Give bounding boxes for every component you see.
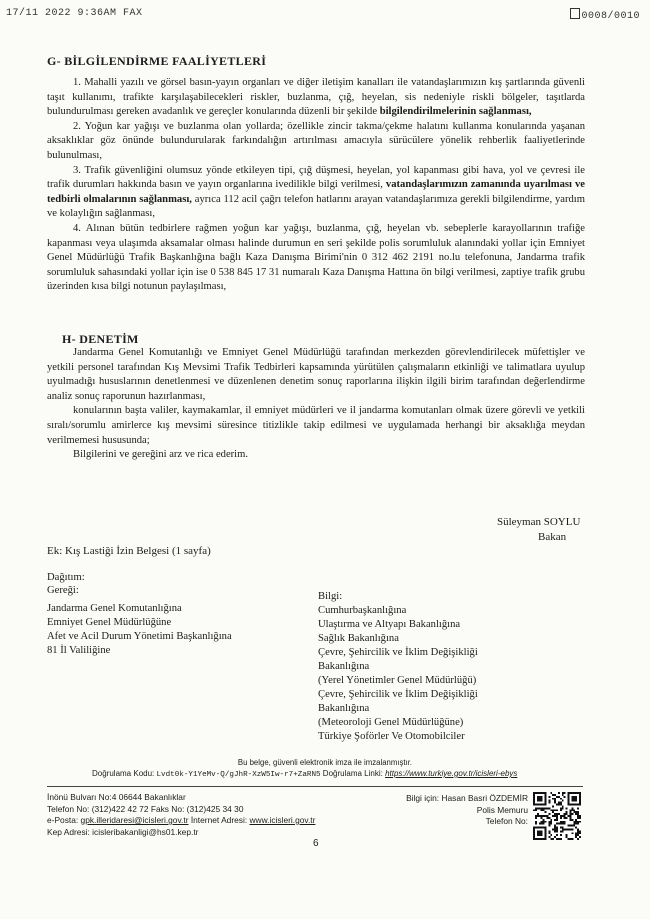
bilgi-label: Bilgi: — [318, 591, 343, 602]
footer-kep — [47, 827, 315, 839]
section-g-item: 3. Trafik güvenliğini olumsuz yönde etkileyen tipi, çığ düşmesi, heyelan, yol kapanması gibi hava, yol ve çevresi ile trafik durumları hakkında basın ve yayın organlarına ivedilikle bilgi verilmesi, vatandaşlarımızın zamanında uyarılması ve tedbirli olmalarının sağlanması, ayrıca 112 acil çağrı telefon hatlarını arayan vatandaşlarımıza gerekli bilgilendirme, yardım ve kolaylığın sağlanması, — [47, 164, 585, 220]
fax-header-left: 17/11 2022 9:36AM FAX — [6, 8, 143, 19]
gereği-item: 81 İl Valiliğine — [47, 645, 111, 656]
bilgi-item: Bakanlığına — [318, 703, 370, 714]
footer-web[interactable]: www.icisleri.gov.tr — [249, 815, 316, 825]
distribution-label: Dağıtım: — [47, 572, 85, 583]
fax-page-icon — [570, 8, 580, 19]
esign-note: Bu belge, güvenli elektronik imza ile imzalanmıştır. — [237, 758, 413, 767]
footer-info-phone: Telefon No: — [485, 816, 528, 826]
fax-page-count: 0008/0010 — [581, 11, 640, 22]
footer-email[interactable]: gpk.illeridaresi@icisleri.gov.tr — [80, 815, 189, 825]
section-g-item: 1. Mahalli yazılı ve görsel basın-yayın organları ve diğer iletişim kanalları ile vatandaşlarımızın kış şartlarında güvenli taşıt kullanımı, trafikte karşılaşabilecekleri riskler, buzlanma, çığ, heyelan, sis nedeniyle riskli bölgeler, taşıtlarda bulundurulması gereken avadanlık ve gereçler konularında düzenli bir şekilde bilgilendirilmelerinin sağlanması, — [47, 77, 585, 118]
verification-code: Lvdt0k-Y1YeMv-Q/gJhR-XzW5Iw-r7+ZaRN5 — [156, 771, 321, 779]
bilgi-item: Çevre, Şehircilik ve İklim Değişikliği — [318, 689, 478, 700]
verification-code-label: Doğrulama Kodu: — [92, 769, 155, 778]
footer-address: İnönü Bulvarı No:4 06644 Bakanlıklar — [47, 792, 186, 802]
verification-link-label: Doğrulama Linki: — [322, 769, 383, 778]
bilgi-item: Çevre, Şehircilik ve İklim Değişikliği — [318, 647, 478, 658]
footer-info — [398, 793, 528, 828]
gereği-item: Emniyet Genel Müdürlüğüne — [47, 617, 172, 628]
verification-link[interactable]: https://www.turkiye.gov.tr/icisleri-ebys — [385, 769, 518, 778]
footer-info-role: Polis Memuru — [476, 804, 528, 815]
qr-code-icon — [533, 792, 581, 840]
page-number: 6 — [313, 838, 319, 849]
signature-name: Süleyman SOYLU — [497, 516, 581, 528]
attachment-line: Ek: Kış Lastiği İzin Belgesi (1 sayfa) — [47, 545, 211, 557]
footer-web-label: İnternet Adresi: — [190, 815, 248, 825]
bilgi-list — [318, 604, 478, 744]
bilgi-item: (Meteoroloji Genel Müdürlüğüne) — [318, 717, 464, 728]
footer-phone: Telefon No: (312)422 42 72 Faks No: (312)425 34 30 — [47, 803, 244, 814]
bilgi-item: Bakanlığına — [318, 661, 370, 672]
gereği-item: Afet ve Acil Durum Yönetimi Başkanlığına — [47, 631, 232, 642]
footer-contact — [47, 792, 315, 838]
section-h-body — [47, 346, 585, 463]
section-h-paragraph: Jandarma Genel Komutanlığı ve Emniyet Genel Müdürlüğü tarafından merkezden görevlendirilecek müfettişler ve yetkili personel tarafından Kış Mevsimi Trafik Tedbirleri kapsamında yürütülen çalışmaların etkinliği ve talimatlara uyulup uyulmadığı hususlarının denetlenmesi ve düzenlenen denetim sonuç raporlarına ilişkin ilgili birim tarafından değerlendirme analiz sonuç raporunun hazırlanması, — [47, 347, 585, 402]
footer-email-label: e-Posta: — [47, 815, 79, 825]
verification-line — [92, 768, 517, 782]
section-g-item: 2. Yoğun kar yağışı ve buzlanma olan yollarda; özellikle zincir takma/çekme halatını kullanma konularında yaşanan aksaklıklar göz önünde bulundurularak farkındalığın artırılması amacıyla sürücülere yönelik rehberlik faaliyetlerinde bulunulması, — [47, 120, 585, 161]
footer-info-label: Bilgi için: Hasan Basri ÖZDEMİR — [406, 793, 528, 803]
footer-kep-address: icisleribakanligi@hs01.kep.tr — [92, 826, 199, 837]
section-h-paragraph: konularının başta valiler, kaymakamlar, il emniyet müdürleri ve il jandarma komutanları olmak üzere görevli ve yetkili sıralı/sorumlu amirlerce kış mevsimi süresince titizlikle takip edilmesi ve uygulamada herhangi bir aksaklığa meydan verilmemesi hususunda; — [47, 405, 585, 446]
bilgi-item: Sağlık Bakanlığına — [318, 633, 399, 644]
section-g-item: 4. Alınan bütün tedbirlere rağmen yoğun kar yağışı, buzlanma, çığ, heyelan vb. sebeplerle karayollarının trafiğe kapanması veya ulaşımda aksamalar olması halinde durumun en seri şekilde polis sorumluluk alanındaki yollar için Emniyet Genel Müdürlüğü Trafik Başkanlığına bağlı Kaza Danışma Birimi'nin 0 312 462 2191 no.lu telefonuna, Jandarma trafik sorumluluk sahasındaki yollar için ise 0 538 845 17 31 numaralı Kaza Danışma Hattına ön bilgi verilmesi, zaptiye trafik grubu üzerinden kısa bilgi notunun paylaşılması, — [47, 222, 585, 293]
bilgi-item: Cumhurbaşkanlığına — [318, 605, 407, 616]
gereği-list — [47, 602, 232, 658]
section-g-title: G- BİLGİLENDİRME FAALİYETLERİ — [47, 54, 267, 68]
section-h-title: H- DENETİM — [62, 332, 139, 346]
footer-divider — [47, 786, 583, 787]
gereği-label: Gereği: — [47, 585, 79, 596]
gereği-item: Jandarma Genel Komutanlığına — [47, 603, 182, 614]
footer-email-web — [47, 815, 315, 827]
section-g-body — [47, 76, 585, 295]
section-h-paragraph: Bilgilerini ve gereğini arz ve rica ederim. — [73, 449, 249, 461]
signature-title: Bakan — [538, 531, 567, 543]
bilgi-item: Türkiye Şoförler Ve Otomobilciler — [318, 731, 465, 742]
footer-kep-label: Kep Adresi: — [47, 826, 90, 837]
bilgi-item: Ulaştırma ve Altyapı Bakanlığına — [318, 619, 461, 630]
fax-header-right — [570, 8, 640, 22]
bilgi-item: (Yerel Yönetimler Genel Müdürlüğü) — [318, 675, 477, 686]
